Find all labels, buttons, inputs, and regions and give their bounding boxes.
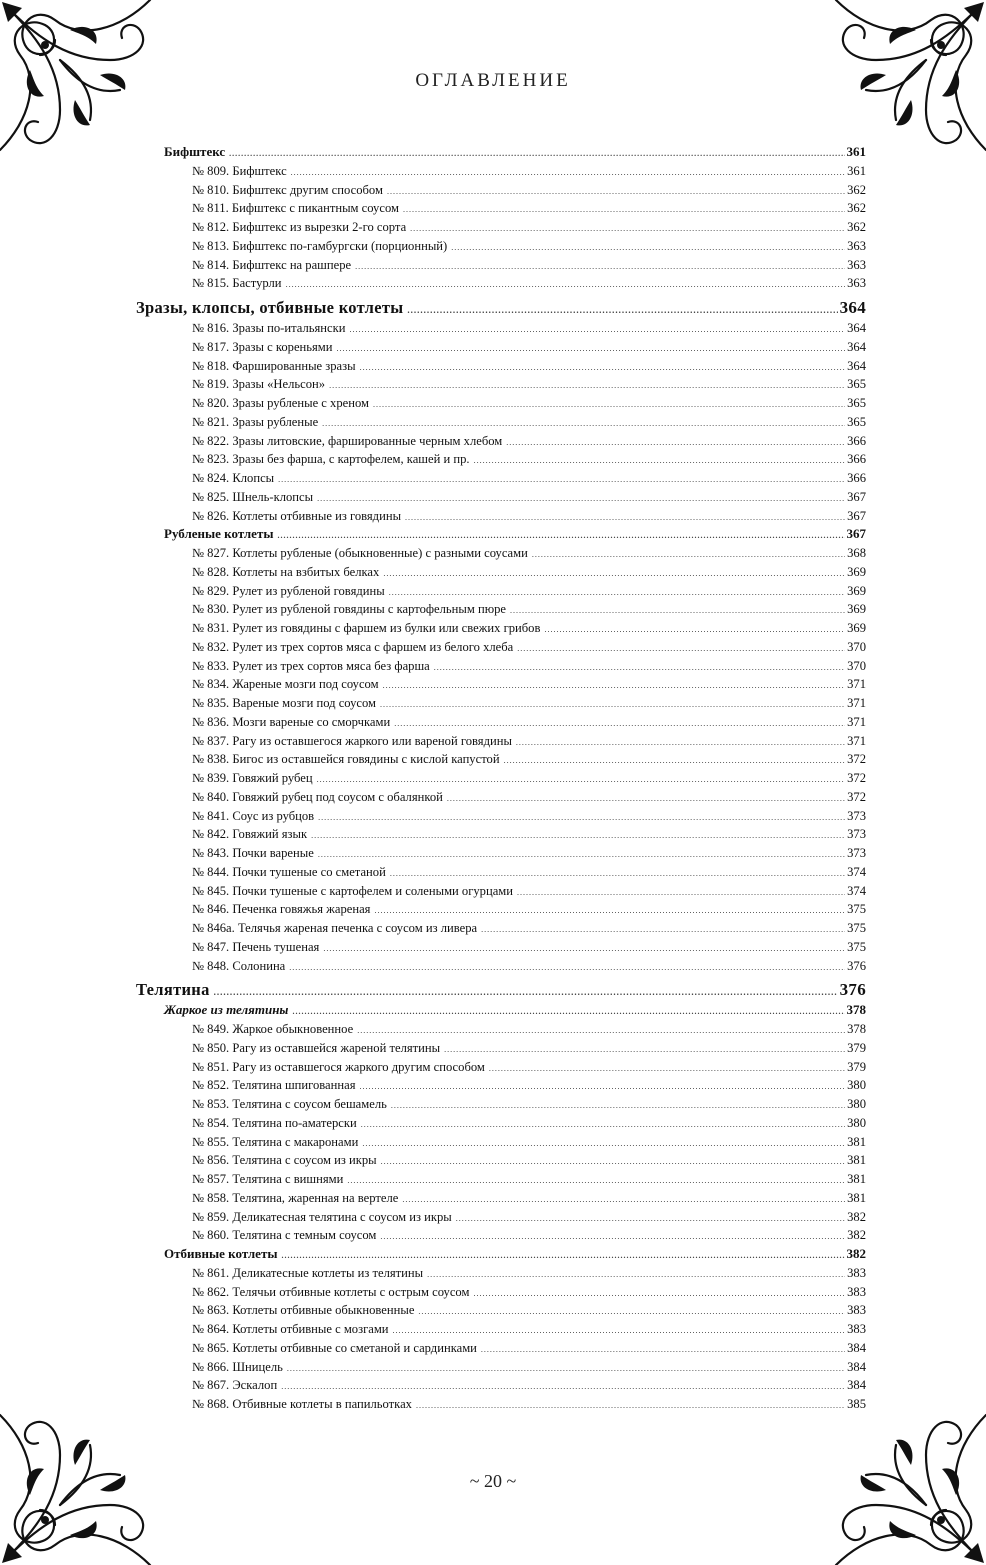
- toc-entry-label: № 868. Отбивные котлеты в папильотках: [192, 1397, 412, 1411]
- toc-entry-page: 382: [847, 1228, 866, 1243]
- toc-entry[interactable]: [192, 675, 866, 693]
- toc-entry-label: № 847. Печень тушеная: [192, 939, 320, 954]
- dot-leader: [383, 677, 846, 695]
- toc-entry-page: 375: [847, 921, 866, 935]
- dot-leader: [391, 1097, 845, 1115]
- toc-entry-page: 364: [847, 339, 866, 354]
- toc-entry-label: № 837. Рагу из оставшегося жаркого или вареной говядины: [192, 733, 512, 748]
- toc-entry[interactable]: [192, 469, 866, 487]
- toc-entry[interactable]: [192, 657, 866, 675]
- dot-leader: [402, 1191, 845, 1209]
- dot-leader: [361, 1116, 845, 1134]
- toc-entry[interactable]: [192, 1376, 866, 1394]
- dot-leader: [277, 527, 844, 545]
- toc-entry-label: Телятина: [136, 980, 210, 1000]
- toc-entry-page: 362: [847, 220, 866, 234]
- toc-entry[interactable]: [192, 1339, 866, 1357]
- toc-entry-label: № 844. Почки тушеные со сметаной: [192, 864, 386, 879]
- toc-entry[interactable]: [192, 375, 866, 393]
- toc-entry[interactable]: [192, 938, 866, 956]
- toc-entry-label: № 828. Котлеты на взбитых белках: [192, 564, 380, 579]
- toc-entry-page: 364: [839, 298, 866, 317]
- toc-entry-label: № 820. Зразы рубленые с хреном: [192, 396, 369, 410]
- toc-entry-page: 366: [847, 471, 866, 485]
- toc-entry[interactable]: [192, 1170, 866, 1188]
- toc-entry-page: 383: [847, 1265, 866, 1280]
- toc-entry-label: № 862. Телячьи отбивные котлеты с острым соусом: [192, 1284, 470, 1299]
- toc-entry-label: № 818. Фаршированные зразы: [192, 358, 356, 373]
- dot-leader: [410, 220, 845, 238]
- toc-entry[interactable]: [192, 256, 866, 274]
- toc-entry-label: № 857. Телятина с вишнями: [192, 1172, 344, 1186]
- toc-entry-page: 367: [847, 508, 866, 523]
- toc-entry-page: 381: [847, 1134, 866, 1149]
- dot-leader: [311, 827, 845, 845]
- dot-leader: [474, 452, 846, 470]
- toc-entry-label: № 826. Котлеты отбивные из говядины: [192, 508, 402, 523]
- toc-entry-page: 381: [847, 1172, 866, 1186]
- toc-entry-label: № 824. Клопсы: [192, 471, 275, 485]
- dot-leader: [317, 490, 845, 508]
- toc-subsection[interactable]: [164, 1245, 866, 1263]
- toc-entry-label: № 853. Телятина с соусом бешамель: [192, 1097, 387, 1111]
- toc-entry-label: № 822. Зразы литовские, фаршированные черным хлебом: [192, 433, 503, 448]
- toc-entry[interactable]: [192, 1114, 866, 1132]
- toc-entry[interactable]: [192, 582, 866, 600]
- toc-entry-label: Рубленые котлеты: [164, 526, 274, 542]
- toc-entry[interactable]: [192, 237, 866, 255]
- toc-entry-label: № 817. Зразы с кореньями: [192, 339, 333, 354]
- toc-entry[interactable]: [192, 788, 866, 806]
- dot-leader: [481, 1341, 845, 1359]
- toc-entry[interactable]: [192, 338, 866, 356]
- toc-entry-page: 369: [847, 564, 866, 579]
- toc-entry-label: № 866. Шницель: [192, 1359, 283, 1374]
- toc-entry[interactable]: [192, 638, 866, 656]
- toc-entry-page: 374: [847, 864, 866, 879]
- dot-leader: [416, 1397, 845, 1415]
- toc-entry[interactable]: [192, 732, 866, 750]
- dot-leader: [405, 509, 845, 527]
- dot-leader: [506, 434, 845, 452]
- dot-leader: [318, 809, 845, 827]
- toc-entry-label: № 813. Бифштекс по-гамбургски (порционный): [192, 238, 448, 253]
- toc-entry-page: 379: [847, 1040, 866, 1055]
- toc-entry-page: 363: [847, 257, 866, 272]
- toc-subsection[interactable]: [164, 1001, 866, 1019]
- toc-entry-label: № 812. Бифштекс из вырезки 2-го сорта: [192, 220, 407, 234]
- toc-entry[interactable]: [192, 162, 866, 180]
- toc-entry-page: 369: [847, 621, 866, 635]
- toc-entry-page: 367: [846, 526, 866, 542]
- dot-leader: [360, 1078, 846, 1096]
- toc-entry-page: 369: [847, 602, 866, 617]
- dot-leader: [318, 846, 845, 864]
- toc-entry-page: 380: [847, 1097, 866, 1111]
- dot-leader: [418, 1303, 845, 1321]
- dot-leader: [357, 1022, 845, 1040]
- dot-leader: [380, 1228, 845, 1246]
- dot-leader: [380, 696, 845, 714]
- toc-entry-label: № 827. Котлеты рубленые (обыкновенные) с разными соусами: [192, 546, 528, 560]
- toc-entry-label: № 840. Говяжий рубец под соусом с обалянкой: [192, 789, 443, 804]
- toc-entry[interactable]: [192, 199, 866, 217]
- toc-entry-label: № 854. Телятина по-аматерски: [192, 1115, 357, 1130]
- toc-entry-label: № 849. Жаркое обыкновенное: [192, 1022, 354, 1036]
- toc-entry-page: 375: [847, 902, 866, 917]
- toc-entry[interactable]: [192, 1283, 866, 1301]
- dot-leader: [387, 183, 845, 201]
- toc-entry[interactable]: [192, 844, 866, 862]
- toc-entry-label: № 823. Зразы без фарша, с картофелем, кашей и пр.: [192, 452, 470, 467]
- toc-entry-page: 383: [847, 1322, 866, 1336]
- dot-leader: [504, 752, 846, 770]
- toc-entry-label: № 815. Бастурли: [192, 276, 282, 291]
- toc-entry-label: № 831. Рулет из говядины с фаршем из булки или свежих грибов: [192, 621, 541, 635]
- toc-entry-label: № 821. Зразы рубленые: [192, 414, 319, 429]
- toc-entry-label: № 841. Соус из рубцов: [192, 808, 315, 823]
- toc-entry-page: 361: [847, 163, 866, 178]
- dot-leader: [317, 771, 846, 789]
- toc-entry-label: Жаркое из телятины: [164, 1002, 289, 1018]
- toc-entry[interactable]: [192, 600, 866, 618]
- toc-entry-page: 366: [847, 452, 866, 467]
- toc-entry-page: 371: [847, 677, 866, 692]
- toc-entry-page: 366: [847, 433, 866, 448]
- dot-leader: [517, 640, 845, 658]
- toc-entry-page: 381: [847, 1190, 866, 1205]
- dot-leader: [510, 602, 845, 620]
- toc-entry[interactable]: [192, 507, 866, 525]
- toc-entry-page: 380: [847, 1078, 866, 1093]
- toc-entry-page: 363: [847, 238, 866, 253]
- dot-leader: [287, 1360, 845, 1378]
- toc-entry[interactable]: [192, 563, 866, 581]
- toc-entry[interactable]: [192, 357, 866, 375]
- toc-entry[interactable]: [192, 394, 866, 412]
- toc-entry[interactable]: [192, 319, 866, 337]
- toc-entry-page: 364: [847, 358, 866, 373]
- toc-entry-label: № 829. Рулет из рубленой говядины: [192, 583, 385, 598]
- dot-leader: [373, 396, 845, 414]
- toc-entry[interactable]: [192, 863, 866, 881]
- dot-leader: [360, 359, 846, 377]
- toc-entry-label: № 846. Печенка говяжья жареная: [192, 902, 371, 917]
- dot-leader: [444, 1041, 845, 1059]
- toc-entry[interactable]: [192, 1020, 866, 1038]
- toc-entry-page: 365: [847, 414, 866, 429]
- toc-entry-page: 361: [846, 144, 866, 159]
- dot-leader: [456, 1210, 845, 1228]
- toc-entry-page: 362: [847, 201, 866, 216]
- dot-leader: [407, 299, 837, 321]
- toc-entry-page: 373: [847, 808, 866, 823]
- toc-entry[interactable]: [192, 1226, 866, 1244]
- page-number: ~ 20 ~: [469, 1471, 517, 1491]
- toc-entry[interactable]: [192, 957, 866, 975]
- toc-entry[interactable]: [192, 544, 866, 562]
- toc-entry-label: № 861. Деликатесные котлеты из телятины: [192, 1265, 424, 1280]
- dot-leader: [516, 734, 845, 752]
- toc-entry-page: 369: [847, 583, 866, 598]
- toc-entry-label: № 865. Котлеты отбивные со сметаной и сардинками: [192, 1340, 477, 1355]
- toc-section[interactable]: [136, 297, 866, 319]
- toc-entry-page: 384: [847, 1378, 866, 1393]
- dot-leader: [278, 471, 845, 489]
- dot-leader: [394, 715, 845, 733]
- toc-entry-page: 370: [847, 639, 866, 654]
- toc-entry-label: № 834. Жареные мозги под соусом: [192, 677, 379, 692]
- dot-leader: [374, 902, 845, 920]
- toc-entry-page: 371: [847, 714, 866, 729]
- toc-entry[interactable]: [192, 488, 866, 506]
- toc-entry[interactable]: [192, 1076, 866, 1094]
- toc-entry-label: № 860. Телятина с темным соусом: [192, 1228, 377, 1243]
- dot-leader: [473, 1285, 845, 1303]
- toc-entry[interactable]: [192, 450, 866, 468]
- toc-entry-label: № 811. Бифштекс с пикантным соусом: [192, 201, 399, 216]
- toc-entry-page: 376: [847, 958, 866, 973]
- dot-leader: [337, 340, 846, 358]
- toc-entry-label: № 864. Котлеты отбивные с мозгами: [192, 1322, 389, 1336]
- toc-entry-page: 379: [847, 1059, 866, 1074]
- toc-entry[interactable]: [192, 1151, 866, 1169]
- dot-leader: [544, 621, 845, 639]
- toc-entry[interactable]: [192, 1133, 866, 1151]
- toc-entry-page: 376: [839, 980, 866, 1000]
- toc-entry[interactable]: [192, 1058, 866, 1076]
- toc-entry[interactable]: [192, 1208, 866, 1226]
- dot-leader: [403, 201, 845, 219]
- toc-entry-page: 383: [847, 1284, 866, 1299]
- toc-entry-page: 367: [847, 489, 866, 504]
- toc-entry[interactable]: [192, 900, 866, 918]
- dot-leader: [329, 377, 845, 395]
- toc-entry-label: Отбивные котлеты: [164, 1246, 278, 1261]
- toc-entry-page: 374: [847, 883, 866, 898]
- dot-leader: [390, 865, 845, 883]
- toc-entry[interactable]: [192, 882, 866, 900]
- toc-entry-page: 365: [847, 377, 866, 392]
- toc-entry-page: 371: [847, 733, 866, 748]
- toc-entry-page: 373: [847, 846, 866, 860]
- dot-leader: [447, 790, 845, 808]
- toc-entry[interactable]: [192, 218, 866, 236]
- toc-entry-page: 384: [847, 1340, 866, 1355]
- toc-entry-page: 373: [847, 827, 866, 842]
- dot-leader: [347, 1172, 845, 1190]
- toc-entry-page: 381: [847, 1153, 866, 1168]
- dot-leader: [434, 659, 845, 677]
- toc-entry-label: № 848. Солонина: [192, 958, 286, 973]
- toc-section[interactable]: [136, 979, 866, 1001]
- toc-entry-page: 365: [847, 396, 866, 410]
- toc-entry-page: 375: [847, 939, 866, 954]
- toc-entry-label: № 833. Рулет из трех сортов мяса без фарша: [192, 658, 430, 673]
- toc-entry-page: 371: [847, 696, 866, 710]
- dot-leader: [286, 276, 846, 294]
- toc-entry-label: № 842. Говяжий язык: [192, 827, 308, 842]
- toc-entry-label: № 858. Телятина, жаренная на вертеле: [192, 1190, 399, 1205]
- page-title: ОГЛАВЛЕНИЕ: [415, 70, 571, 91]
- toc-entry-page: 378: [846, 1002, 866, 1018]
- toc-entry-label: № 832. Рулет из трех сортов мяса с фаршем из белого хлеба: [192, 639, 514, 654]
- dot-leader: [362, 1135, 845, 1153]
- dot-leader: [281, 1378, 845, 1396]
- toc-entry-page: 372: [847, 771, 866, 785]
- toc-entry[interactable]: [192, 413, 866, 431]
- toc-entry[interactable]: [192, 769, 866, 787]
- toc-entry-page: 382: [846, 1246, 866, 1261]
- toc-entry-page: 364: [847, 321, 866, 335]
- toc-entry-label: № 850. Рагу из оставшейся жареной телятины: [192, 1040, 441, 1055]
- toc-entry-label: № 809. Бифштекс: [192, 163, 287, 178]
- toc-entry-label: № 855. Телятина с макаронами: [192, 1134, 359, 1149]
- dot-leader: [349, 321, 845, 339]
- toc-entry-page: 372: [847, 789, 866, 804]
- toc-entry[interactable]: [192, 750, 866, 768]
- toc-entry-page: 383: [847, 1303, 866, 1318]
- dot-leader: [393, 1322, 846, 1340]
- toc-entry[interactable]: [192, 1358, 866, 1376]
- toc-entry-label: № 859. Деликатесная телятина с соусом из икры: [192, 1209, 452, 1224]
- toc-entry[interactable]: [192, 825, 866, 843]
- toc-entry-label: № 851. Рагу из оставшегося жаркого другим способом: [192, 1059, 485, 1074]
- toc-entry-page: 372: [847, 752, 866, 767]
- dot-leader: [489, 1060, 845, 1078]
- dot-leader: [292, 1003, 844, 1021]
- toc-entry-page: 370: [847, 658, 866, 673]
- toc-entry[interactable]: [192, 1039, 866, 1057]
- dot-leader: [289, 959, 845, 977]
- dot-leader: [532, 546, 845, 564]
- toc-entry-label: № 836. Мозги вареные со сморчками: [192, 714, 391, 729]
- toc-entry-page: 368: [847, 546, 866, 560]
- toc-entry-page: 380: [847, 1115, 866, 1130]
- dot-leader: [389, 584, 845, 602]
- toc-entry-label: № 819. Зразы «Нельсон»: [192, 377, 326, 392]
- toc-entry-label: № 835. Вареные мозги под соусом: [192, 696, 377, 710]
- dot-leader: [427, 1266, 845, 1284]
- dot-leader: [281, 1247, 844, 1265]
- toc-entry-label: № 852. Телятина шпигованная: [192, 1078, 356, 1093]
- dot-leader: [381, 1153, 845, 1171]
- toc-entry[interactable]: [192, 1189, 866, 1207]
- toc-entry[interactable]: [192, 713, 866, 731]
- toc-entry-label: № 810. Бифштекс другим способом: [192, 182, 383, 197]
- toc-entry[interactable]: [192, 694, 866, 712]
- toc-subsection[interactable]: [164, 143, 866, 161]
- toc-entry-label: № 867. Эскалоп: [192, 1378, 278, 1393]
- toc-entry[interactable]: [192, 1264, 866, 1282]
- toc-entry[interactable]: [192, 1395, 866, 1413]
- dot-leader: [291, 164, 845, 182]
- toc-subsection[interactable]: [164, 525, 866, 543]
- toc-entry-label: № 856. Телятина с соусом из икры: [192, 1153, 377, 1168]
- toc-entry-page: 385: [847, 1397, 866, 1411]
- toc-entry[interactable]: [192, 432, 866, 450]
- toc-entry-page: 382: [847, 1209, 866, 1224]
- dot-leader: [383, 565, 845, 583]
- toc-entry-label: № 863. Котлеты отбивные обыкновенные: [192, 1303, 415, 1318]
- toc-entry-page: 362: [847, 182, 866, 197]
- toc-entry-label: Бифштекс: [164, 144, 226, 159]
- toc-entry[interactable]: [192, 619, 866, 637]
- toc-entry-label: № 846а. Телячья жареная печенка с соусом из ливера: [192, 921, 478, 935]
- toc-entry-page: 384: [847, 1359, 866, 1374]
- dot-leader: [451, 239, 845, 257]
- dot-leader: [322, 415, 845, 433]
- toc-entry-label: № 845. Почки тушеные с картофелем и солеными огурцами: [192, 883, 514, 898]
- toc-entry[interactable]: [192, 274, 866, 292]
- toc-entry-label: № 838. Бигос из оставшейся говядины с кислой капустой: [192, 752, 500, 767]
- toc-entry-label: № 843. Почки вареные: [192, 846, 314, 860]
- toc-entry-label: Зразы, клопсы, отбивные котлеты: [136, 298, 404, 317]
- dot-leader: [517, 884, 845, 902]
- dot-leader: [481, 921, 845, 939]
- dot-leader: [214, 981, 838, 1003]
- toc-entry-page: 363: [847, 276, 866, 291]
- toc-entry[interactable]: [192, 807, 866, 825]
- toc-entry-label: № 825. Шнель-клопсы: [192, 489, 314, 504]
- toc-entry[interactable]: [192, 1301, 866, 1319]
- toc-entry-label: № 814. Бифштекс на рашпере: [192, 257, 352, 272]
- toc-entry[interactable]: [192, 1320, 866, 1338]
- toc-entry[interactable]: [192, 181, 866, 199]
- toc-entry-label: № 816. Зразы по-итальянски: [192, 321, 346, 335]
- toc-entry[interactable]: [192, 919, 866, 937]
- toc-entry[interactable]: [192, 1095, 866, 1113]
- toc-entry-label: № 830. Рулет из рубленой говядины с картофельным пюре: [192, 602, 507, 617]
- toc-entry-page: 378: [847, 1022, 866, 1036]
- dot-leader: [323, 940, 845, 958]
- dot-leader: [355, 258, 845, 276]
- dot-leader: [229, 145, 844, 163]
- toc-entry-label: № 839. Говяжий рубец: [192, 771, 313, 785]
